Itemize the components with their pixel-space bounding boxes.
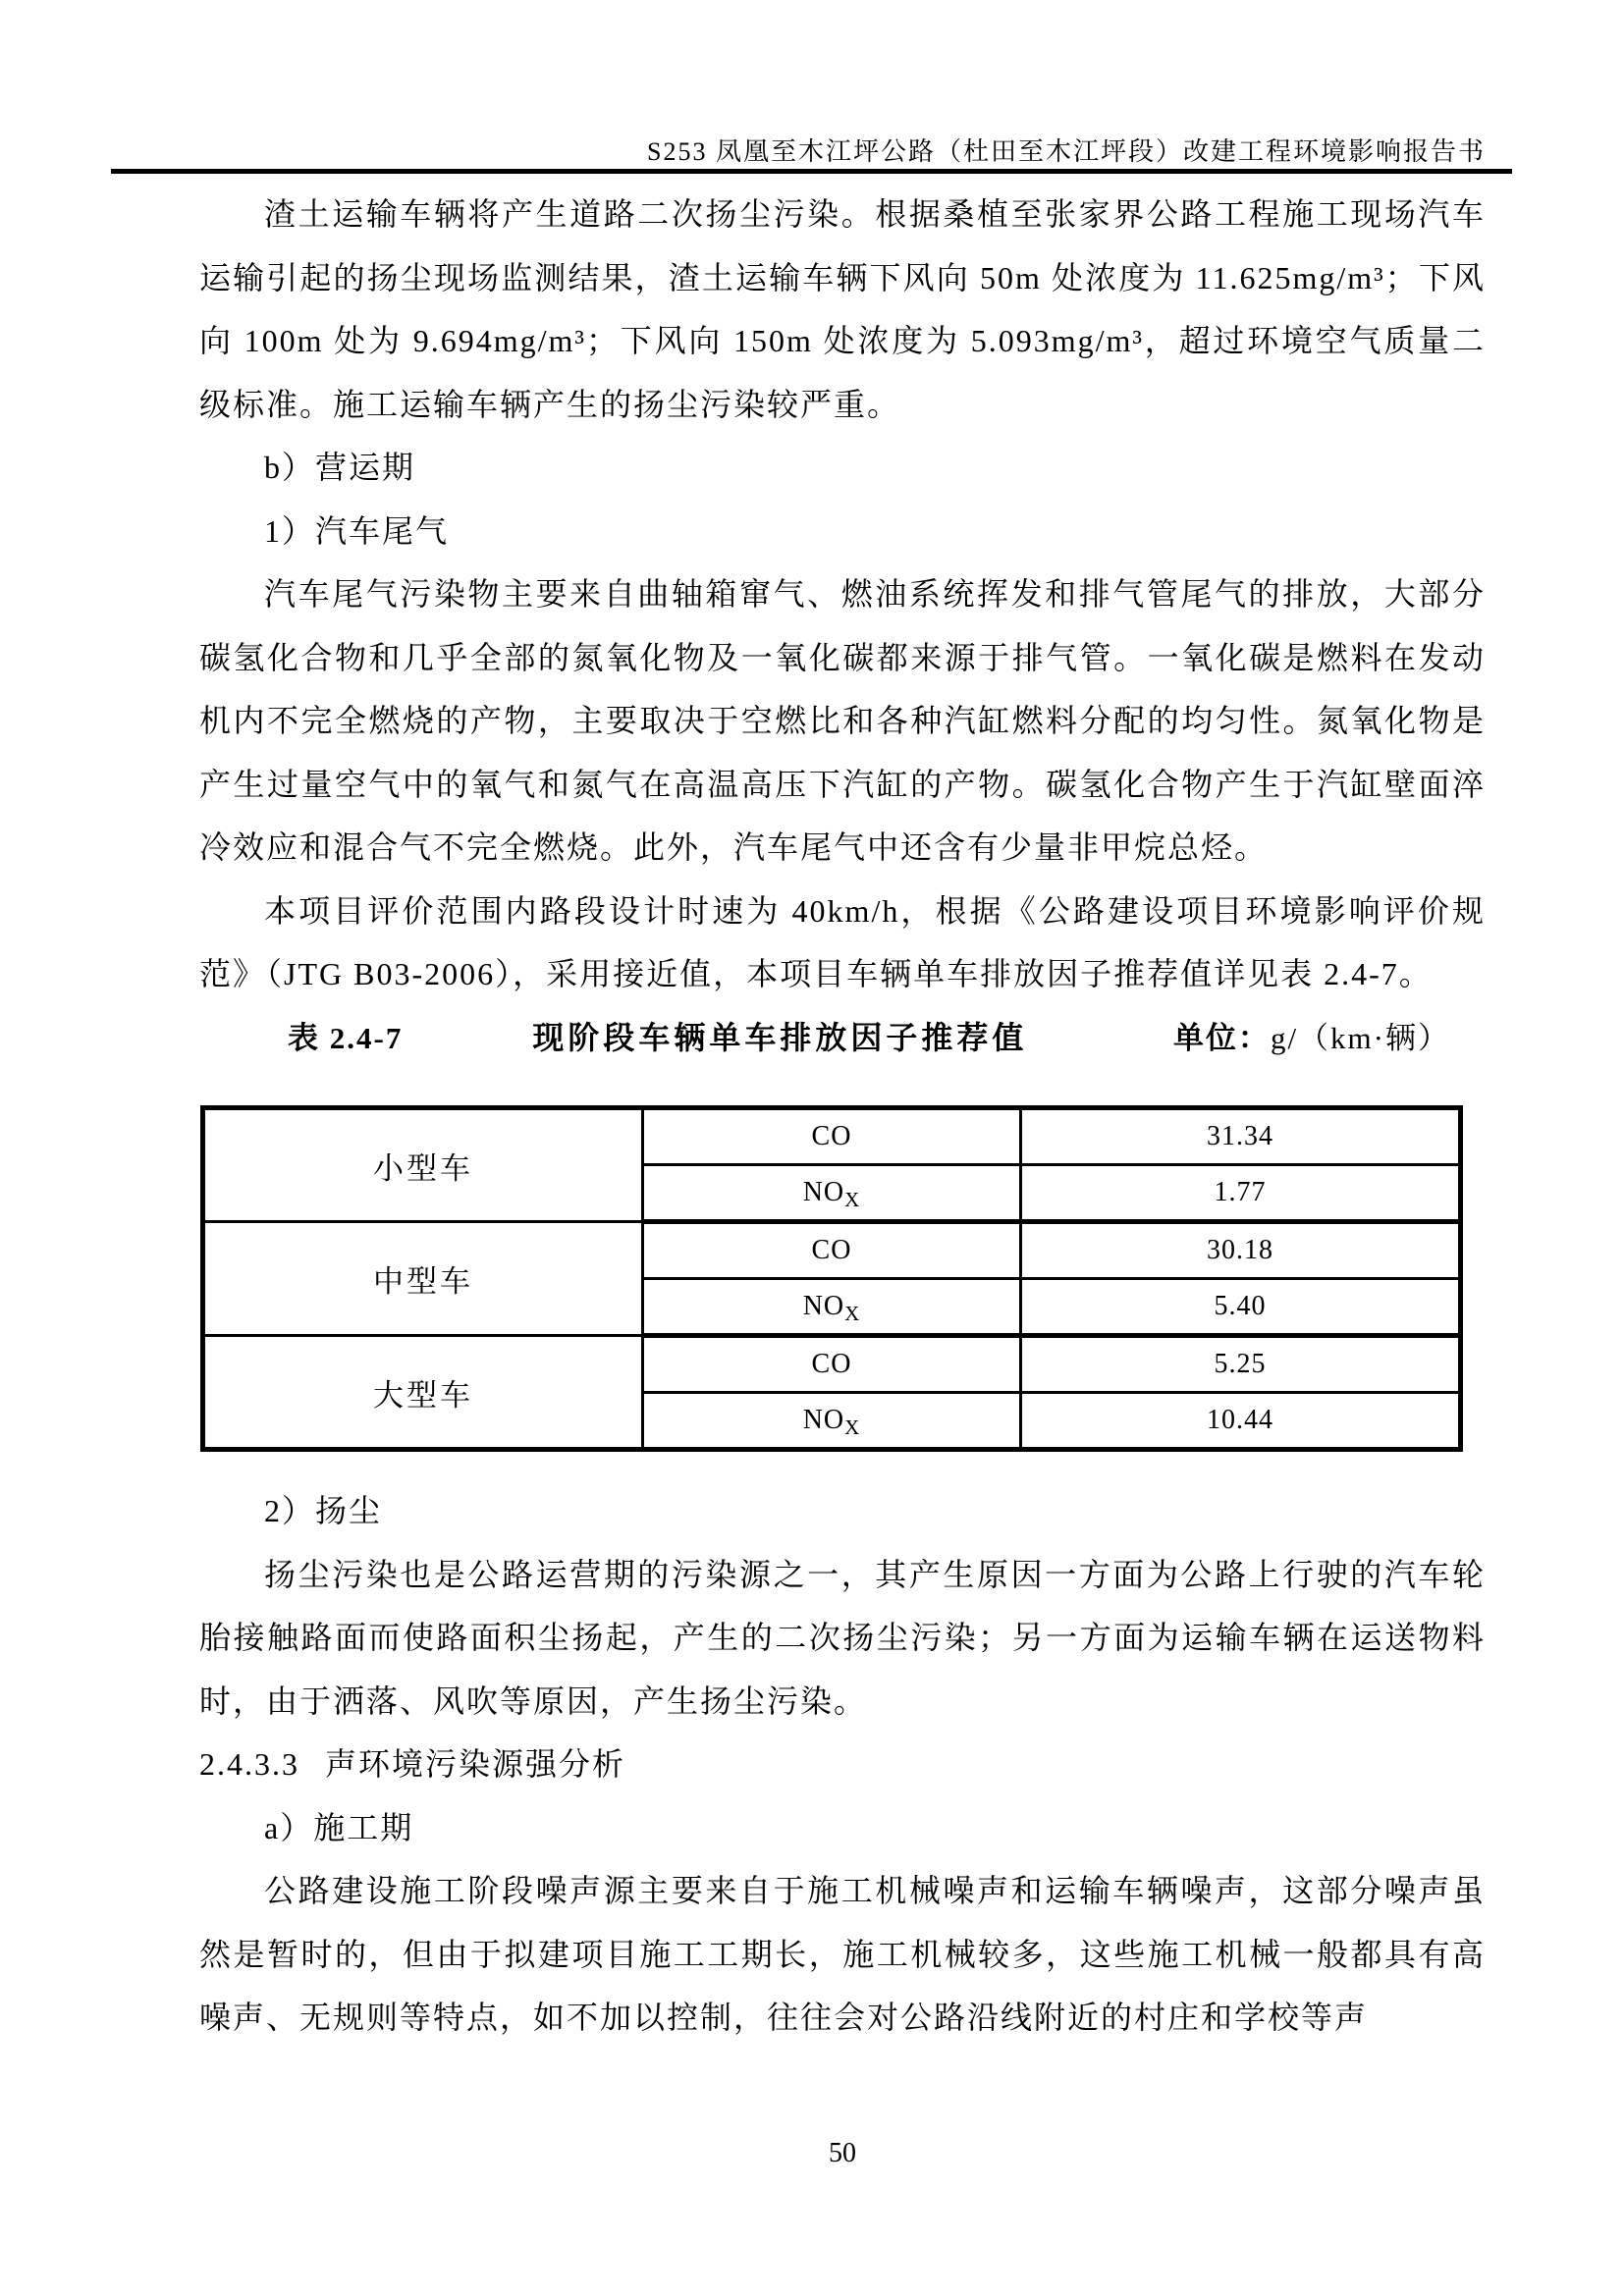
paragraph-exhaust-sources: 汽车尾气污染物主要来自曲轴箱窜气、燃油系统挥发和排气管尾气的排放，大部分碳氢化合物和几乎全部的氮氧化物及一氧化碳都来源于排气管。一氧化碳是燃料在发动机内不完全燃烧的产物，主要取决于空燃比和各种汽缸燃料分配的均匀性。氮氧化物是产生过量空气中的氧气和氮气在高温高压下汽缸的产物。碳氢化合物产生于汽缸壁面淬冷效应和混合气不完全燃烧。此外，汽车尾气中还含有少量非甲烷总烃。 xyxy=(199,576,1486,865)
paragraph-design-speed: 本项目评价范围内路段设计时速为 40km/h，根据《公路建设项目环境影响评价规范》（JTG B03-2006），采用接近值，本项目车辆单车排放因子推荐值详见表 2.4-7。 xyxy=(199,892,1486,991)
vehicle-type-cell: 中型车 xyxy=(203,1222,643,1336)
emission-value-cell: 5.40 xyxy=(1021,1279,1461,1336)
pollutant-subscript: X xyxy=(844,1302,861,1325)
pollutant-subscript: X xyxy=(844,1415,861,1439)
emission-value-cell: 31.34 xyxy=(1021,1108,1461,1165)
paragraph-construction-noise: 公路建设施工阶段噪声源主要来自于施工机械噪声和运输车辆噪声，这部分噪声虽然是暂时的，但由于拟建项目施工工期长，施工机械较多，这些施工机械一般都具有高噪声、无规则等特点，如不加以控制，往往会对公路沿线附近的村庄和学校等声 xyxy=(199,1873,1486,2035)
heading-road-dust: 2）扬尘 xyxy=(264,1493,383,1528)
pollutant-cell xyxy=(643,1336,1021,1393)
section-title: 声环境污染源强分析 xyxy=(325,1746,626,1782)
paragraph-operation-dust: 扬尘污染也是公路运营期的污染源之一，其产生原因一方面为公路上行驶的汽车轮胎接触路面而使路面积尘扬起，产生的二次扬尘污染；另一方面为运输车辆在运送物料时，由于洒落、风吹等原因，产生扬尘污染。 xyxy=(199,1556,1486,1719)
pollutant-cell xyxy=(643,1222,1021,1279)
pollutant-subscript: X xyxy=(844,1188,861,1211)
emission-value-cell: 30.18 xyxy=(1021,1222,1461,1279)
pollutant-symbol: CO xyxy=(811,1235,852,1265)
heading-operation-period: b）营运期 xyxy=(264,450,416,485)
pollutant-symbol: CO xyxy=(811,1121,852,1151)
section-number: 2.4.3.3 xyxy=(199,1746,299,1782)
emission-factor-table xyxy=(200,1105,1463,1452)
document-body xyxy=(199,183,1486,2050)
table-row xyxy=(203,1336,1461,1393)
table-row xyxy=(203,1108,1461,1165)
paragraph-dust-transport: 渣土运输车辆将产生道路二次扬尘污染。根据桑植至张家界公路工程施工现场汽车运输引起的扬尘现场监测结果，渣土运输车辆下风向 50m 处浓度为 11.625mg/m³；下风向 100m 处为 9.694mg/m³；下风向 150m 处浓度为 5.093mg/m³，超过环境空气质量二级标准。施工运输车辆产生的扬尘污染较严重。 xyxy=(199,196,1486,422)
pollutant-symbol: NO xyxy=(802,1177,845,1207)
heading-construction-period: a）施工期 xyxy=(264,1809,414,1845)
pollutant-cell xyxy=(643,1108,1021,1165)
table-caption-title: 现阶段车辆单车排放因子推荐值 xyxy=(532,1019,1028,1055)
emission-value-cell: 10.44 xyxy=(1021,1393,1461,1450)
pollutant-cell xyxy=(643,1279,1021,1336)
table-caption xyxy=(199,1006,1486,1071)
section-heading-noise xyxy=(199,1733,1486,1796)
table-caption-label: 表 2.4-7 xyxy=(288,1020,404,1055)
heading-vehicle-exhaust: 1）汽车尾气 xyxy=(264,512,450,549)
pollutant-symbol: CO xyxy=(811,1349,852,1379)
pollutant-cell xyxy=(643,1165,1021,1222)
pollutant-symbol: NO xyxy=(802,1291,845,1321)
table-unit-label: 单位： xyxy=(1172,1020,1271,1055)
running-header-title: S253 凤凰至木江坪公路（杜田至木江坪段）改建工程环境影响报告书 xyxy=(647,137,1486,166)
emission-value-cell: 5.25 xyxy=(1021,1336,1461,1393)
table-caption-unit xyxy=(1173,1007,1450,1071)
emission-value-cell: 1.77 xyxy=(1021,1165,1461,1222)
vehicle-type-cell: 大型车 xyxy=(203,1336,643,1450)
table-unit-value: g/（km·辆） xyxy=(1270,1020,1450,1055)
vehicle-type-cell: 小型车 xyxy=(203,1108,643,1222)
page-number: 50 xyxy=(829,2138,856,2168)
emission-factor-table-wrap xyxy=(199,1105,1486,1452)
pollutant-symbol: NO xyxy=(802,1405,845,1435)
header-divider-rule xyxy=(111,169,1512,174)
pollutant-cell xyxy=(643,1393,1021,1450)
table-row xyxy=(203,1222,1461,1279)
